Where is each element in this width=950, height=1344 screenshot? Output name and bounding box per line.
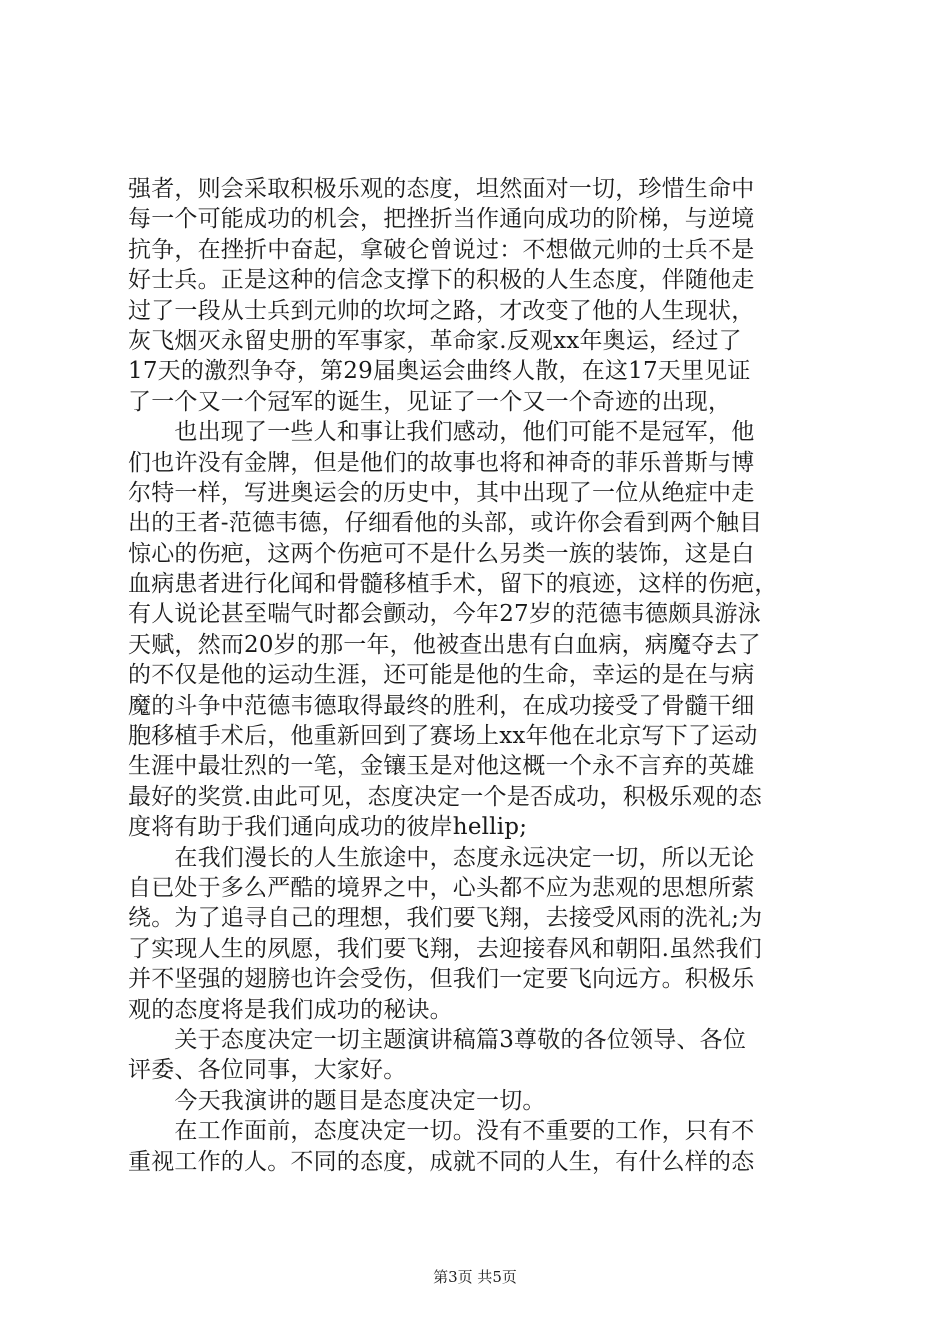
page-footer: [0, 1266, 950, 1287]
text-line: 尔特一样，写进奥运会的历史中，其中出现了一位从绝症中走: [128, 479, 755, 506]
text-line: 了一个又一个冠军的诞生，见证了一个又一个奇迹的出现，: [128, 388, 732, 415]
text-line: 过了一段从士兵到元帅的坎坷之路，才改变了他的人生现状，: [128, 297, 755, 324]
text-line: 出的王者-范德韦德，仔细看他的头部，或许你会看到两个触目: [128, 510, 763, 537]
text-line: 强者，则会采取积极乐观的态度，坦然面对一切，珍惜生命中: [128, 176, 755, 202]
text-line: 度将有助于我们通向成功的彼岸hellip;: [128, 814, 528, 841]
text-line: 生涯中最壮烈的一笔，金镶玉是对他这概一个永不言弃的英雄: [128, 753, 755, 780]
text-line: 也出现了一些人和事让我们感动，他们可能不是冠军，他: [128, 419, 755, 446]
text-line: 有人说论甚至喘气时都会颤动，今年27岁的范德韦德颇具游泳: [128, 601, 761, 628]
text-line: 观的态度将是我们成功的秘诀。: [128, 996, 453, 1023]
text-line: 17天的激烈争夺，第29届奥运会曲终人散，在这17天里见证: [128, 358, 751, 385]
text-line: 绕。为了追寻自己的理想，我们要飞翔，去接受风雨的洗礼;为: [128, 905, 763, 932]
text-line: 在工作面前，态度决定一切。没有不重要的工作，只有不: [128, 1118, 755, 1145]
text-line: 胞移植手术后，他重新回到了赛场上xx年他在北京写下了运动: [128, 723, 758, 750]
text-line: 天赋，然而20岁的那一年，他被查出患有白血病，病魔夺去了: [128, 631, 761, 658]
text-line: 了实现人生的夙愿，我们要飞翔，去迎接春风和朝阳.虽然我们: [128, 935, 762, 962]
text-line: 今天我演讲的题目是态度决定一切。: [128, 1087, 546, 1114]
text-line: 重视工作的人。不同的态度，成就不同的人生，有什么样的态: [128, 1148, 755, 1175]
text-line: 惊心的伤疤，这两个伤疤可不是什么另类一族的装饰，这是白: [128, 540, 755, 567]
text-line: 的不仅是他的运动生涯，还可能是他的生命，幸运的是在与病: [128, 662, 755, 689]
text-line: 抗争，在挫折中奋起，拿破仑曾说过：不想做元帅的士兵不是: [128, 236, 755, 263]
page-number: 第3页 共5页: [433, 1268, 517, 1286]
text-line: 好士兵。正是这种的信念支撑下的积极的人生态度，伴随他走: [128, 267, 755, 294]
text-line: 关于态度决定一切主题演讲稿篇3尊敬的各位领导、各位: [128, 1026, 747, 1053]
text-line: 评委、各位同事，大家好。: [128, 1057, 407, 1084]
text-line: 并不坚强的翅膀也许会受伤，但我们一定要飞向远方。积极乐: [128, 966, 755, 993]
text-line: 灰飞烟灭永留史册的军事家，革命家.反观xx年奥运，经过了: [128, 327, 742, 354]
text-line: 魔的斗争中范德韦德取得最终的胜利，在成功接受了骨髓干细: [128, 692, 755, 719]
text-line: 每一个可能成功的机会，把挫折当作通向成功的阶梯，与逆境: [128, 206, 755, 233]
text-line: 自已处于多么严酷的境界之中，心头都不应为悲观的思想所萦: [128, 874, 755, 901]
text-line: 最好的奖赏.由此可见，态度决定一个是否成功，积极乐观的态: [128, 783, 762, 810]
text-line: 血病患者进行化闻和骨髓移植手术，留下的痕迹，这样的伤疤，: [128, 571, 778, 598]
text-line: 在我们漫长的人生旅途中，态度永远决定一切，所以无论: [128, 844, 755, 871]
text-line: 们也许没有金牌，但是他们的故事也将和神奇的菲乐普斯与博: [128, 449, 755, 476]
document-body: [128, 174, 828, 1177]
